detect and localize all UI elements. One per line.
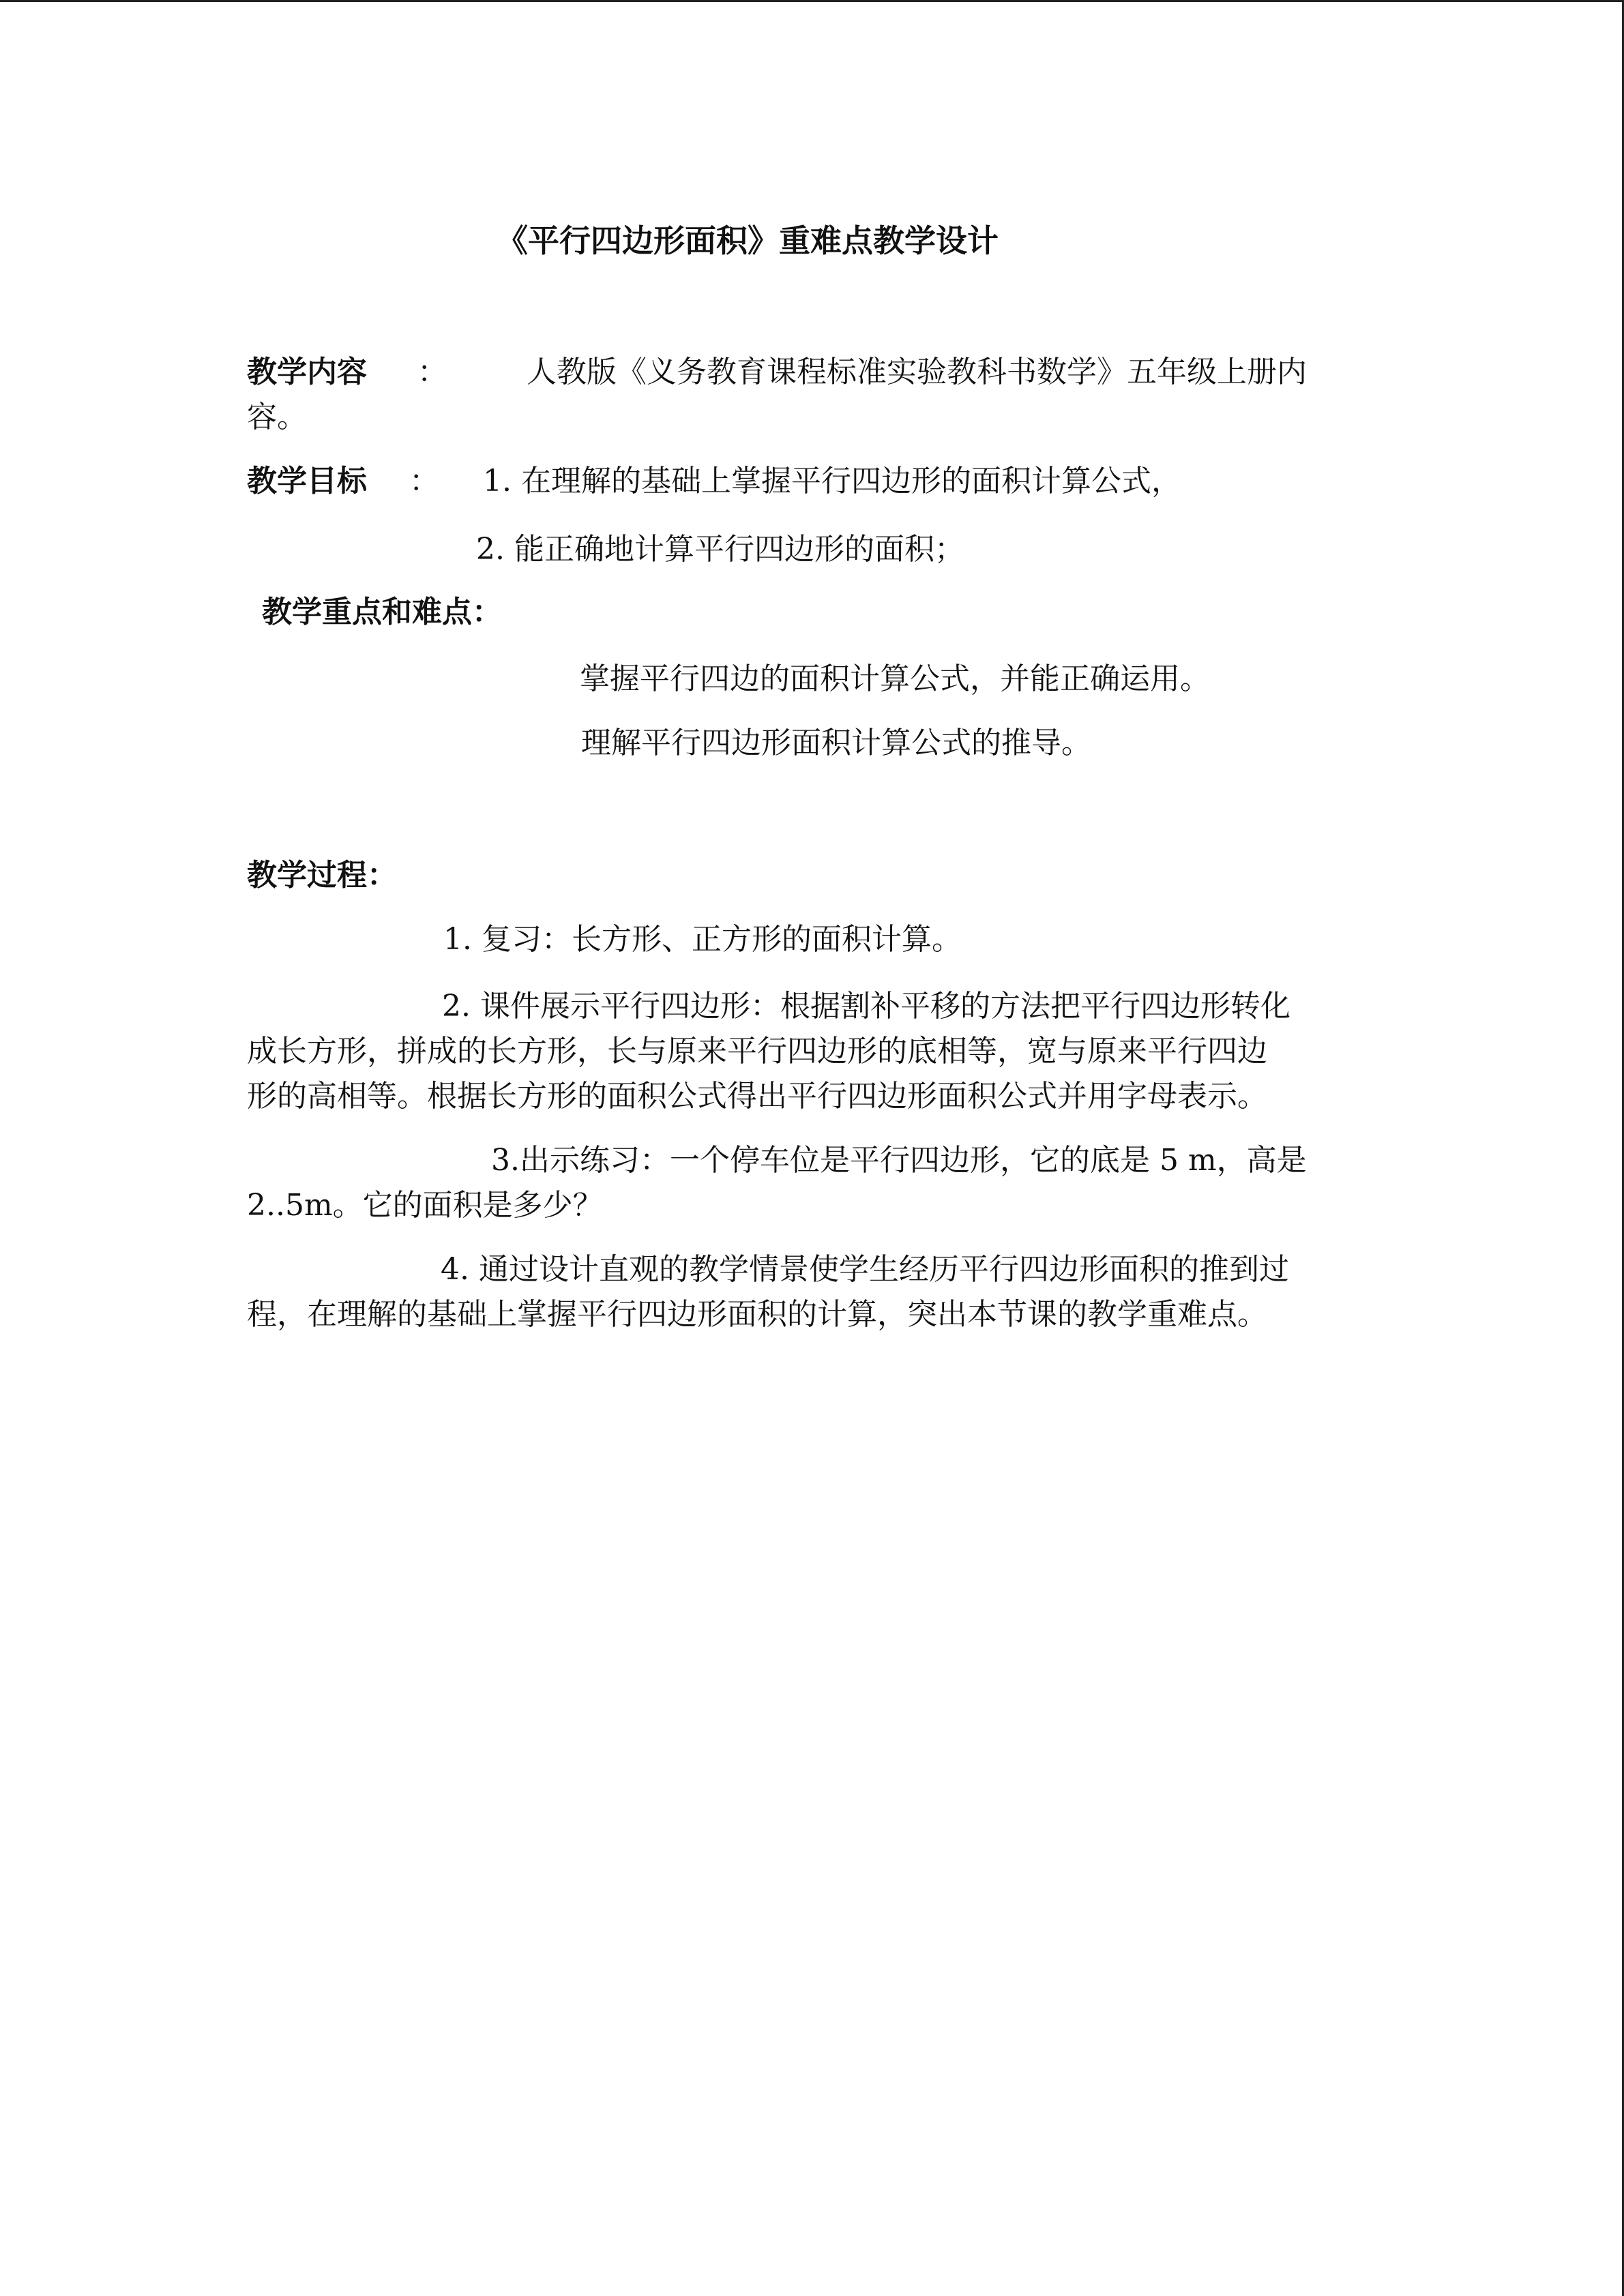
step-4-line2: 程，在理解的基础上掌握平行四边形面积的计算，突出本节课的教学重难点。 xyxy=(247,1297,1267,1332)
step-3-line2: 2..5m。它的面积是多少？ xyxy=(247,1188,603,1223)
goal-2: 2. 能正确地计算平行四边形的面积； xyxy=(476,532,964,567)
goals-colon: ： xyxy=(409,464,439,498)
step-2-line1: 2. 课件展示平行四边形：根据割补平移的方法把平行四边形转化 xyxy=(442,989,1290,1024)
key-point: 掌握平行四边的面积计算公式，并能正确运用。 xyxy=(580,661,1210,696)
content-text-line1: 人教版《义务教育课程标准实验教科书数学》五年级上册内 xyxy=(527,355,1307,389)
step-3-line1: 3.出示练习：一个停车位是平行四边形，它的底是 5 m，高是 xyxy=(491,1143,1307,1178)
goal-1: 1. 在理解的基础上掌握平行四边形的面积计算公式， xyxy=(483,464,1181,498)
page-border-top xyxy=(0,0,1624,2)
step-2-line2: 成长方形，拼成的长方形，长与原来平行四边形的底相等，宽与原来平行四边 xyxy=(247,1034,1267,1069)
content-text-line2: 容。 xyxy=(247,400,307,434)
key-difficult-label: 教学重点和难点： xyxy=(262,595,502,629)
document-title: 《平行四边形面积》重难点教学设计 xyxy=(497,222,999,259)
content-label: 教学内容 xyxy=(247,355,367,389)
step-4-line1: 4. 通过设计直观的教学情景使学生经历平行四边形面积的推到过 xyxy=(441,1252,1289,1287)
process-label: 教学过程： xyxy=(247,858,397,893)
difficult-point: 理解平行四边形面积计算公式的推导。 xyxy=(581,726,1091,760)
content-colon: ： xyxy=(417,355,447,389)
goals-label: 教学目标 xyxy=(247,464,367,498)
step-2-line3: 形的高相等。根据长方形的面积公式得出平行四边形面积公式并用字母表示。 xyxy=(247,1079,1267,1114)
step-1: 1. 复习：长方形、正方形的面积计算。 xyxy=(443,922,962,957)
